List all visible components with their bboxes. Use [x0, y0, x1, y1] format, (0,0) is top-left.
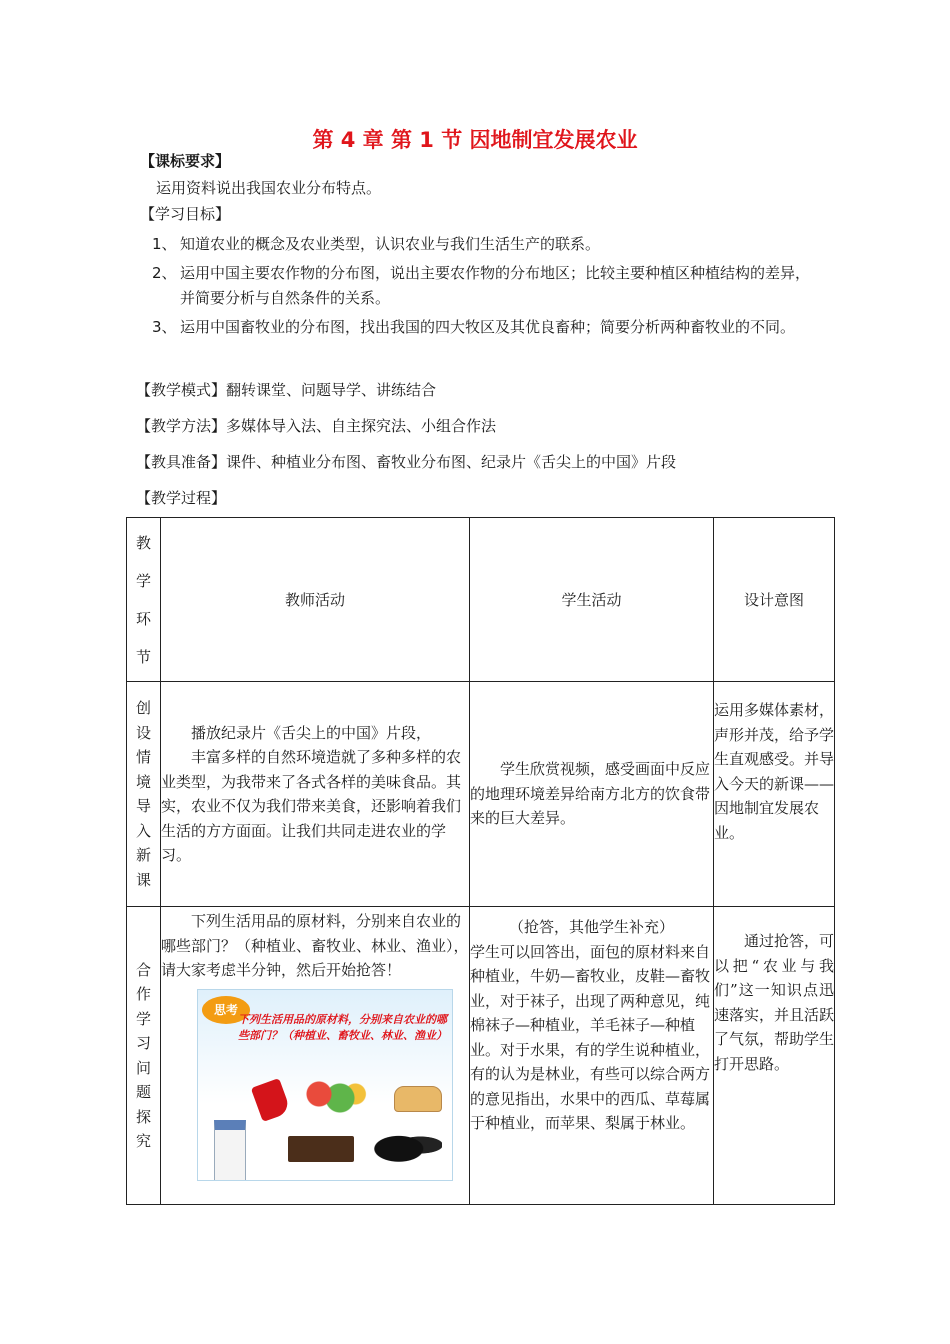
student-paragraph: 学生可以回答出，面包的原材料来自种植业，牛奶—畜牧业，皮鞋—畜牧业，对于袜子，出现了两种意见，纯棉袜子—种植业，羊毛袜子—种植业。对于水果，有的学生说种植业，有的认为是林业，有些可以综合两方的意见指出，水果中的西瓜、草莓属于种植业，而苹果、梨属于林业。 [470, 942, 711, 1132]
slide-image [197, 989, 453, 1181]
milk-illustration [214, 1120, 246, 1181]
meta-label: 【教学过程】 [136, 489, 227, 507]
intent-paragraph: 运用多媒体素材，声形并茂，给予学生直观感受。并导入今天的新课——因地制宜发展农业。 [714, 701, 835, 842]
intent-cell [714, 907, 835, 1205]
stage-text: 创 设 情 境 导 入 新 课 [135, 699, 151, 889]
objectives-heading: 【学习目标】 [140, 205, 231, 223]
meta-label: 【教学方法】 [136, 417, 227, 435]
meta-value: 翻转课堂、问题导学、讲练结合 [226, 381, 437, 399]
curriculum-text: 运用资料说出我国农业分布特点。 [156, 179, 382, 197]
teacher-cell [161, 907, 470, 1205]
objective-number: 3、 [152, 318, 177, 336]
sock-illustration [251, 1077, 292, 1121]
process-table [126, 517, 835, 1205]
fruit-illustration [298, 1078, 368, 1118]
student-cell [470, 907, 714, 1205]
student-cell [470, 682, 714, 907]
teaching-method [136, 415, 496, 436]
header-intent: 设计意图 [714, 518, 835, 682]
teaching-mode [136, 379, 436, 400]
wooden-table-illustration [288, 1136, 354, 1162]
header-stage-text: 教 学 环 节 [135, 533, 151, 666]
curriculum-heading: 【课标要求】 [140, 152, 231, 170]
table-row [127, 907, 835, 1205]
table-header-row [127, 518, 835, 682]
teacher-paragraph: 下列生活用品的原材料，分别来自农业的哪些部门？（种植业、畜牧业、林业、渔业），请大家考虑半分钟，然后开始抢答！ [161, 912, 469, 979]
objectives-list [152, 232, 812, 344]
student-lead: （抢答，其他学生补充） [508, 918, 674, 936]
slide-question: 下列生活用品的原材料，分别来自农业的哪些部门？（种植业、畜牧业、林业、渔业） [238, 1012, 447, 1042]
objective-item [152, 261, 812, 311]
meta-label: 【教具准备】 [136, 453, 227, 471]
leather-shoes-illustration [370, 1126, 442, 1164]
header-student: 学生活动 [470, 518, 714, 682]
meta-value: 多媒体导入法、自主探究法、小组合作法 [226, 417, 497, 435]
objective-item [152, 315, 812, 340]
teaching-materials [136, 451, 676, 472]
stage-text: 合 作 学 习 问 题 探 究 [135, 960, 151, 1150]
teacher-cell [161, 682, 470, 907]
objective-text: 运用中国畜牧业的分布图，找出我国的四大牧区及其优良畜种；简要分析两种畜牧业的不同。 [180, 318, 796, 336]
teaching-process-heading [136, 487, 226, 508]
teacher-paragraph: 播放纪录片《舌尖上的中国》片段， [191, 723, 432, 742]
stage-cell [127, 907, 161, 1205]
intent-cell [714, 682, 835, 907]
page-title: 第 4 章 第 1 节 因地制宜发展农业 [312, 128, 638, 152]
teacher-paragraph: 丰富多样的自然环境造就了多种多样的农业类型，为我带来了各式各样的美味食品。其实，农业不仅为我们带来美食，还影响着我们生活的方方面面。让我们共同走进农业的学习。 [161, 748, 462, 864]
objective-text: 知道农业的概念及农业类型，认识农业与我们生活生产的联系。 [180, 235, 601, 253]
bread-illustration [394, 1086, 442, 1112]
objective-text: 运用中国主要农作物的分布图，说出主要农作物的分布地区；比较主要种植区种植结构的差异，并简要分析与自然条件的关系。 [180, 264, 811, 307]
think-badge: 思考 [202, 996, 250, 1024]
table-row [127, 682, 835, 907]
meta-value: 课件、种植业分布图、畜牧业分布图、纪录片《舌尖上的中国》片段 [226, 453, 677, 471]
objective-number: 1、 [152, 235, 177, 253]
objective-number: 2、 [152, 264, 177, 282]
header-teacher: 教师活动 [161, 518, 470, 682]
header-stage [127, 518, 161, 682]
student-paragraph: 学生欣赏视频，感受画面中反应的地理环境差异给南方北方的饮食带来的巨大差异。 [470, 760, 711, 828]
objective-item [152, 232, 812, 257]
meta-label: 【教学模式】 [136, 381, 227, 399]
intent-paragraph: 通过抢答，可以把“农业与我们”这一知识点迅速落实，并且活跃了气氛，帮助学生打开思路。 [714, 932, 835, 1073]
stage-cell [127, 682, 161, 907]
